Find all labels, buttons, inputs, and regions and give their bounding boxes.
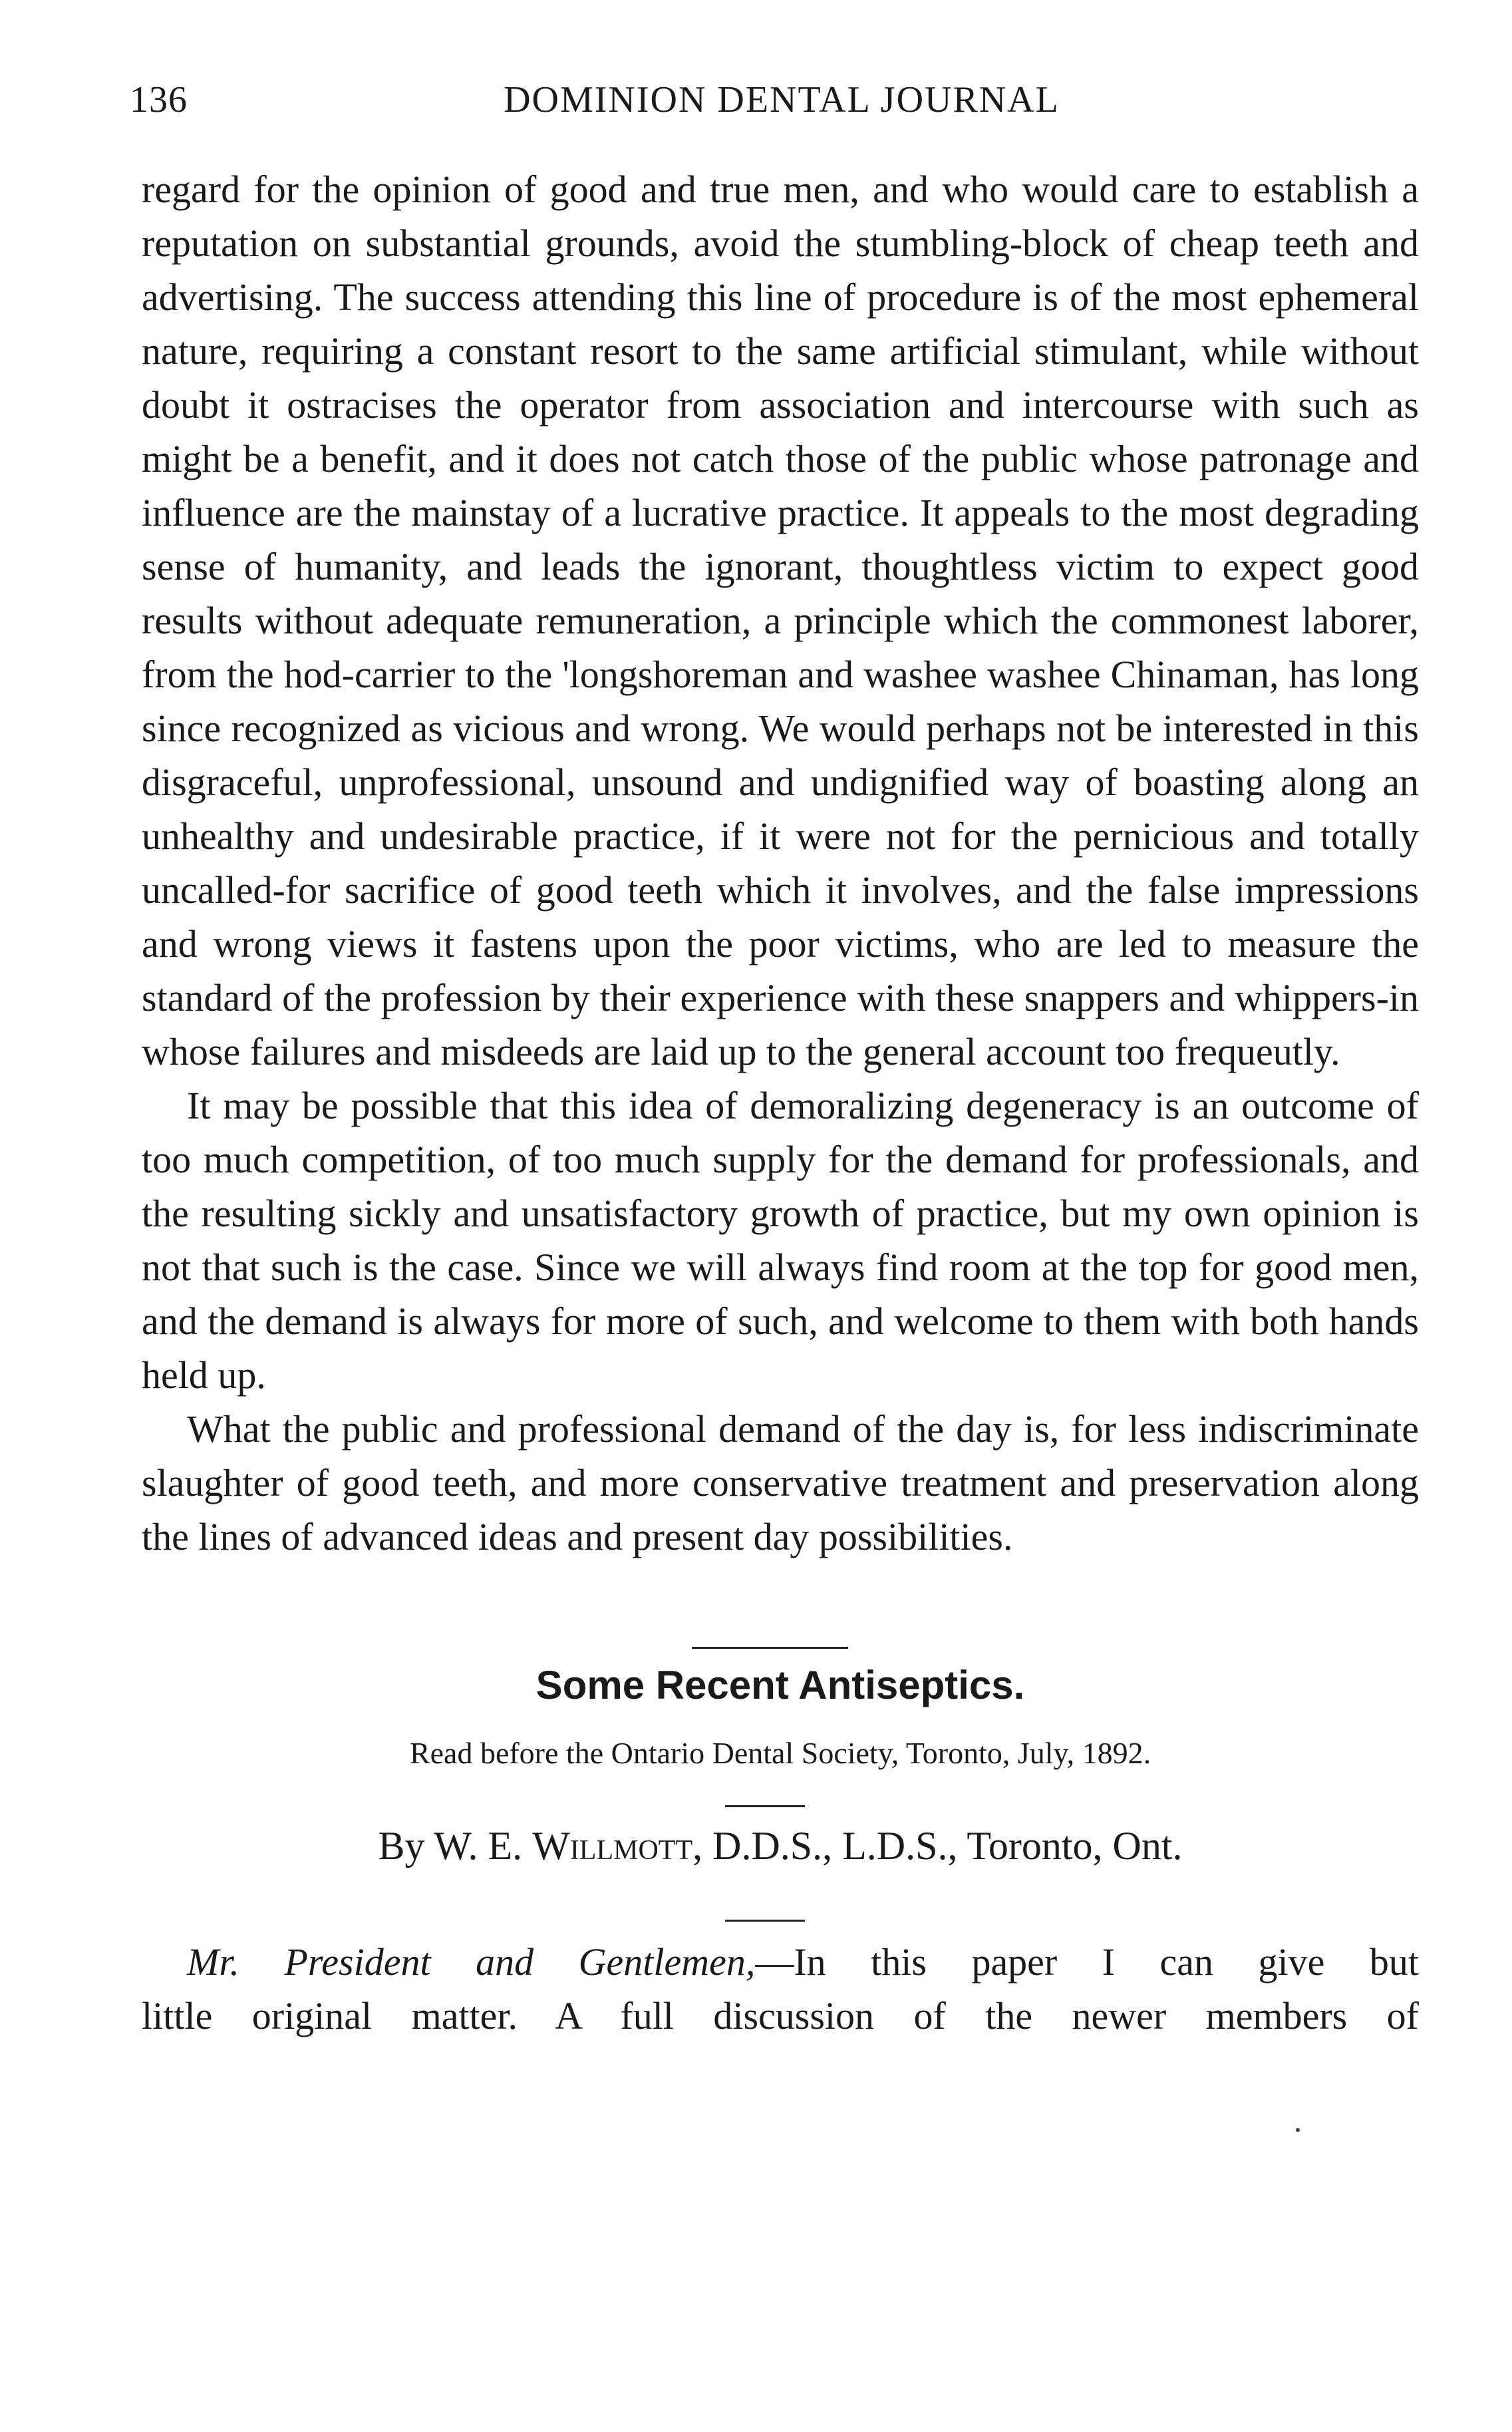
print-speck: [1296, 2128, 1300, 2132]
opening-line-1: [142, 1935, 1419, 1989]
note-divider: [725, 1805, 805, 1807]
byline-divider: [725, 1920, 805, 1922]
article-title: Some Recent Antiseptics.: [535, 1663, 1025, 1707]
paragraph-competition: It may be possible that this idea of demoralizing degeneracy is an outcome of too much competition, of too much supply for the demand for professionals, and the resulting sickly and unsatisfactory growth of practice, but my own opinion is not that such is the case. Since we will always find room at the top for good men, and the demand is always for more of such, and welcome to them with both hands held up.: [142, 1084, 1419, 1397]
page-header: [130, 79, 1420, 132]
salutation: Mr. President and Gentlemen,: [187, 1940, 756, 1984]
article-body: [142, 162, 1419, 1564]
byline-credentials: , D.D.S., L.D.S., Toronto, Ont.: [692, 1824, 1183, 1868]
byline-author: Willmott: [532, 1824, 693, 1868]
opening-text-1: —In this paper I can give but: [755, 1940, 1420, 1984]
article-note: Read before the Ontario Dental Society, Toronto, July, 1892.: [409, 1736, 1151, 1770]
byline-prefix: By W. E.: [378, 1824, 523, 1868]
page-number: 136: [130, 79, 188, 120]
paragraph-public-demand: What the public and professional demand of the day is, for less indiscriminate slaughter of good teeth, and more conservative treatment and preservation along the lines of advanced ideas and present day possibilities.: [142, 1407, 1419, 1558]
section-divider: [692, 1647, 848, 1649]
opening-line-2: little original matter. A full discussion of the newer members of: [142, 1994, 1419, 2037]
running-title: DOMINION DENTAL JOURNAL: [504, 79, 1060, 120]
article-opening: [142, 1935, 1419, 2043]
article-byline: [142, 1823, 1419, 1869]
paragraph-continuation: regard for the opinion of good and true men, and who would care to establish a reputation on substantial grounds, avoid the stumbling-block of cheap teeth and advertising. The success attending this line of procedure is of the most ephemeral nature, requiring a constant resort to the same artificial stimulant, while without doubt it ostracises the operator from association and intercourse with such as might be a benefit, and it does not catch those of the public whose patronage and influence are the mainstay of a lucrative practice. It appeals to the most degrading sense of humanity, and leads the ignorant, thoughtless victim to expect good results without adequate remuneration, a principle which the commonest laborer, from the hod-carrier to the 'longshoreman and washee washee Chinaman, has long since recognized as vicious and wrong. We would perhaps not be interested in this disgraceful, unprofessional, unsound and undignified way of boasting along an unhealthy and undesirable practice, if it were not for the pernicious and totally uncalled-for sacrifice of good teeth which it involves, and the false impressions and wrong views it fastens upon the poor victims, who are led to measure the standard of the profession by their experience with these snappers and whippers-in whose failures and misdeeds are laid up to the general account too frequeutly.: [142, 168, 1419, 1073]
